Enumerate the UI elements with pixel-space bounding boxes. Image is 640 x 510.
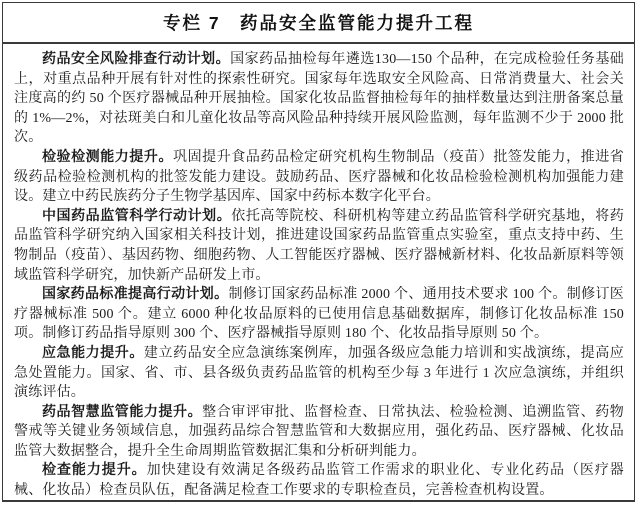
paragraph-text: 依托高等院校、科研机构等建立药品监管科学研究基地，将药品监管科学研究纳入国家相关科技计划，推进建设国家药品监管重点实验室，重点支持中药、生物制品（疫苗）、基因药物、细胞药物、人工智能医疗器械、医疗器械新材料、化妆品新原料等领域监管科学研究，加快新产品研发上市。 [14, 208, 624, 283]
paragraph-standards-improvement [14, 285, 624, 344]
paragraph-text: 加快建设有效满足各级药品监管工作需求的职业化、专业化药品（医疗器械、化妆品）检查员队伍，配备满足检查工作要求的专职检查员，完善检查机构设置。 [14, 463, 624, 499]
paragraph-regulatory-science [14, 207, 624, 285]
column-title: 专栏 7 药品安全监管能力提升工程 [162, 13, 475, 33]
column-box-frame [2, 2, 635, 502]
paragraph-lead: 中国药品监管科学行动计划。 [42, 208, 232, 224]
paragraph-text: 巩固提升食品药品检定研究机构生物制品（疫苗）批签发能力，推进省级药品检验检测机构的批签发能力建设。鼓励药品、医疗器械和化妆品检验检测机构加强能力建设。建立中药民族药分子生物学基因库、国家中药标本数字化平台。 [14, 149, 624, 205]
paragraph-text: 整合审评审批、监督检查、日常执法、检验检测、追溯监管、药物警戒等关键业务领域信息，加强药品综合智慧监管和大数据应用，强化药品、医疗器械、化妆品监管大数据整合，提升全生命周期监管数据汇集和分析研判能力。 [14, 404, 624, 459]
paragraph-lead: 药品智慧监管能力提升。 [42, 404, 203, 420]
paragraph-smart-regulation [14, 403, 624, 462]
paragraph-text: 建立药品安全应急演练案例库，加强各级应急能力培训和实战演练，提高应急处置能力。国家、省、市、县各级负责药品监管的机构至少每 3 年进行 1 次应急演练，并组织演练评估。 [14, 345, 624, 401]
paragraph-emergency-capacity [14, 344, 624, 403]
paragraph-lead: 检验检测能力提升。 [42, 149, 174, 165]
column-body [3, 44, 634, 501]
paragraph-lead: 检查能力提升。 [42, 463, 147, 479]
paragraph-lead: 药品安全风险排查行动计划。 [42, 52, 231, 67]
paragraph-testing-capacity [14, 148, 624, 207]
paragraph-lead: 国家药品标准提高行动计划。 [42, 287, 229, 303]
paragraph-risk-screening [14, 50, 624, 148]
paragraph-inspection-capacity [14, 461, 624, 500]
paragraph-text: 制修订国家药品标准 2000 个、通用技术要求 100 个。制修订医疗器械标准 500 个。建立 6000 种化妆品原料的已使用信息基础数据库，制修订化妆品标准 150 项。制修订药品指导原则 300 个、医疗器械指导原则 180 个、化妆品指导原则 50 个。 [14, 287, 624, 342]
paragraph-lead: 应急能力提升。 [42, 345, 144, 361]
column-title-row [3, 3, 634, 44]
paragraph-text: 国家药品抽检每年遴选130—150 个品种，在完成检验任务基础上，对重点品种开展有针对性的探索性研究。国家每年选取安全风险高、日常消费量大、社会关注度高的约 50 个医疗器械品种开展抽检。国家化妆品监督抽检每年的抽样数量达到注册备案总量的 1%—2%，对祛斑美白和儿童化妆品等高风险品种持续开展风险监测，每年监测不少于 2000 批次。 [14, 52, 624, 146]
